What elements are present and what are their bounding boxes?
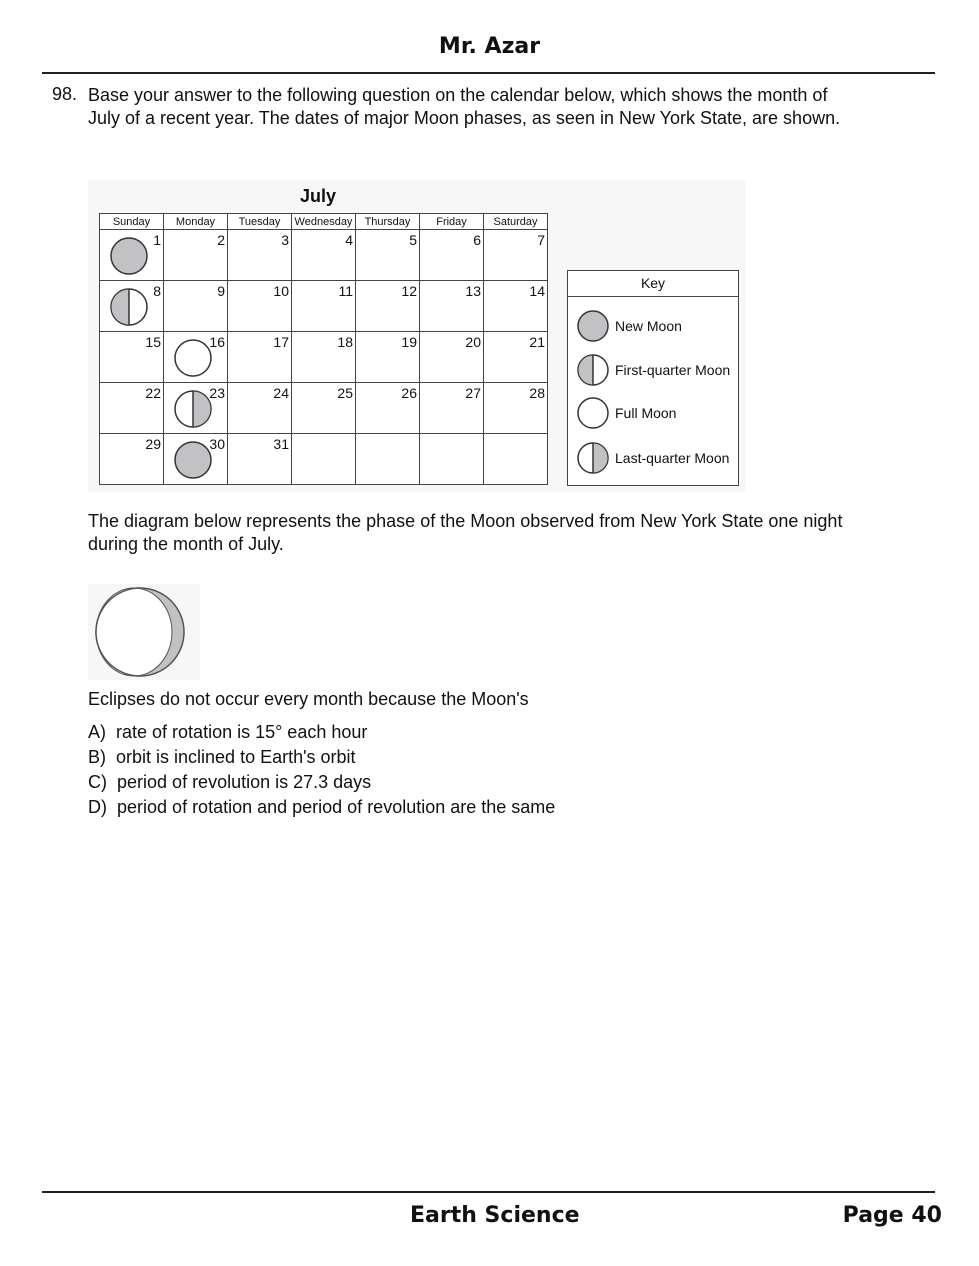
calendar-day-cell bbox=[356, 281, 420, 332]
key-title: Key bbox=[568, 271, 738, 297]
calendar-day-cell bbox=[100, 230, 164, 281]
day-number: 3 bbox=[281, 232, 289, 248]
calendar-day-cell bbox=[292, 230, 356, 281]
day-number: 20 bbox=[465, 334, 481, 350]
day-number: 22 bbox=[145, 385, 161, 401]
day-number: 17 bbox=[273, 334, 289, 350]
day-number: 21 bbox=[529, 334, 545, 350]
calendar-day-cell bbox=[164, 230, 228, 281]
new-moon-icon bbox=[576, 309, 610, 343]
option-letter: C) bbox=[88, 772, 107, 792]
day-number: 31 bbox=[273, 436, 289, 452]
calendar-day-cell bbox=[484, 281, 548, 332]
key-item bbox=[576, 353, 730, 387]
option-text: period of rotation and period of revolution are the same bbox=[117, 797, 556, 817]
calendar-day-cell bbox=[484, 434, 548, 485]
day-number: 8 bbox=[153, 283, 161, 299]
option-text: orbit is inclined to Earth's orbit bbox=[116, 747, 356, 767]
key-item bbox=[576, 309, 682, 343]
day-number: 2 bbox=[217, 232, 225, 248]
key-label: First-quarter Moon bbox=[615, 362, 731, 378]
option-text: rate of rotation is 15° each hour bbox=[116, 722, 368, 742]
calendar-day-cell bbox=[484, 383, 548, 434]
new-moon-icon bbox=[173, 440, 213, 480]
calendar-day-cell bbox=[356, 434, 420, 485]
observed-moon-diagram-icon bbox=[88, 584, 200, 680]
first-quarter-moon-icon bbox=[576, 353, 610, 387]
day-number: 12 bbox=[401, 283, 417, 299]
weekday-header: Tuesday bbox=[228, 214, 292, 230]
day-number: 19 bbox=[401, 334, 417, 350]
calendar-day-cell bbox=[100, 281, 164, 332]
page-header-title: Mr. Azar bbox=[438, 34, 541, 59]
last-quarter-moon-icon bbox=[576, 441, 610, 475]
calendar-header-row bbox=[100, 214, 548, 230]
calendar-day-cell bbox=[420, 434, 484, 485]
calendar-day-cell bbox=[228, 281, 292, 332]
day-number: 7 bbox=[537, 232, 545, 248]
calendar-day-cell bbox=[228, 434, 292, 485]
moon-phase-key bbox=[567, 270, 739, 486]
day-number: 5 bbox=[409, 232, 417, 248]
day-number: 10 bbox=[273, 283, 289, 299]
calendar-table bbox=[99, 213, 548, 485]
answer-option-b[interactable] bbox=[88, 747, 356, 768]
day-number: 30 bbox=[209, 436, 225, 452]
weekday-header: Thursday bbox=[356, 214, 420, 230]
calendar-day-cell bbox=[356, 332, 420, 383]
weekday-header: Sunday bbox=[100, 214, 164, 230]
calendar-day-cell bbox=[100, 383, 164, 434]
calendar-day-cell bbox=[420, 332, 484, 383]
new-moon-icon bbox=[109, 236, 149, 276]
day-number: 18 bbox=[337, 334, 353, 350]
calendar-day-cell bbox=[420, 281, 484, 332]
answer-option-d[interactable] bbox=[88, 797, 555, 818]
day-number: 23 bbox=[209, 385, 225, 401]
calendar-day-cell bbox=[292, 332, 356, 383]
weekday-header: Monday bbox=[164, 214, 228, 230]
calendar-day-cell bbox=[228, 230, 292, 281]
first-quarter-moon-icon bbox=[109, 287, 149, 327]
calendar-week-row bbox=[100, 434, 548, 485]
calendar-day-cell bbox=[420, 383, 484, 434]
option-text: period of revolution is 27.3 days bbox=[117, 772, 372, 792]
question-prompt: Eclipses do not occur every month because the Moon's bbox=[88, 689, 529, 709]
day-number: 29 bbox=[145, 436, 161, 452]
calendar-day-cell bbox=[420, 230, 484, 281]
calendar-day-cell bbox=[292, 383, 356, 434]
calendar-day-cell bbox=[228, 383, 292, 434]
day-number: 11 bbox=[338, 283, 353, 299]
day-number: 6 bbox=[473, 232, 481, 248]
day-number: 16 bbox=[209, 334, 225, 350]
key-item bbox=[576, 396, 676, 430]
question-number: 98. bbox=[52, 84, 78, 104]
option-letter: A) bbox=[88, 722, 106, 742]
calendar-week-row bbox=[100, 383, 548, 434]
key-label: New Moon bbox=[615, 318, 682, 334]
calendar-week-row bbox=[100, 230, 548, 281]
calendar-day-cell bbox=[292, 434, 356, 485]
calendar-day-cell bbox=[356, 230, 420, 281]
option-letter: D) bbox=[88, 797, 107, 817]
day-number: 14 bbox=[529, 283, 545, 299]
calendar-day-cell bbox=[100, 434, 164, 485]
day-number: 26 bbox=[401, 385, 417, 401]
weekday-header: Saturday bbox=[484, 214, 548, 230]
last-quarter-moon-icon bbox=[173, 389, 213, 429]
answer-option-a[interactable] bbox=[88, 722, 367, 743]
calendar-day-cell bbox=[164, 332, 228, 383]
key-label: Full Moon bbox=[615, 405, 677, 421]
day-number: 28 bbox=[529, 385, 545, 401]
calendar-week-row bbox=[100, 281, 548, 332]
day-number: 9 bbox=[217, 283, 225, 299]
calendar-body bbox=[100, 230, 548, 485]
day-number: 27 bbox=[465, 385, 481, 401]
footer-rule bbox=[42, 1191, 935, 1193]
calendar-day-cell bbox=[484, 332, 548, 383]
day-number: 4 bbox=[345, 232, 353, 248]
question-text: Base your answer to the following question on the calendar below, which shows the month of July of a recent year. The dates of major Moon phases, as seen in New York State, are shown. bbox=[88, 85, 841, 128]
calendar-day-cell bbox=[164, 434, 228, 485]
calendar-title: July bbox=[300, 186, 337, 206]
footer-page-number: Page 40 bbox=[842, 1203, 942, 1228]
calendar-day-cell bbox=[356, 383, 420, 434]
option-letter: B) bbox=[88, 747, 106, 767]
calendar-day-cell bbox=[292, 281, 356, 332]
day-number: 24 bbox=[273, 385, 289, 401]
header-rule bbox=[42, 72, 935, 74]
full-moon-icon bbox=[576, 396, 610, 430]
full-moon-icon bbox=[173, 338, 213, 378]
footer-subject: Earth Science bbox=[410, 1203, 580, 1228]
answer-option-c[interactable] bbox=[88, 772, 371, 793]
weekday-header: Friday bbox=[420, 214, 484, 230]
day-number: 25 bbox=[337, 385, 353, 401]
key-label: Last-quarter Moon bbox=[615, 450, 730, 466]
weekday-header: Wednesday bbox=[292, 214, 356, 230]
day-number: 1 bbox=[153, 232, 161, 248]
diagram-intro-text: The diagram below represents the phase of the Moon observed from New York State one night during the month of July. bbox=[88, 511, 843, 554]
calendar-day-cell bbox=[164, 383, 228, 434]
day-number: 15 bbox=[145, 334, 161, 350]
calendar-day-cell bbox=[100, 332, 164, 383]
calendar-day-cell bbox=[228, 332, 292, 383]
calendar-week-row bbox=[100, 332, 548, 383]
calendar-day-cell bbox=[164, 281, 228, 332]
day-number: 13 bbox=[465, 283, 481, 299]
key-item bbox=[576, 441, 729, 475]
calendar-day-cell bbox=[484, 230, 548, 281]
